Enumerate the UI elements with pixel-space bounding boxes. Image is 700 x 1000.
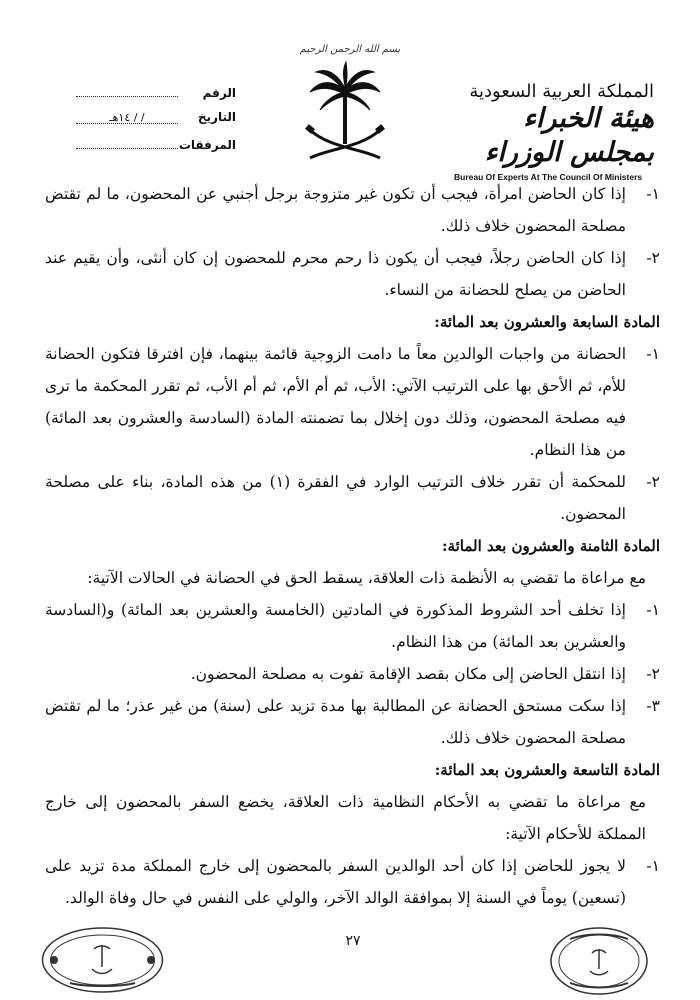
palm-and-swords-emblem-icon [300, 60, 390, 170]
bureau-name-english: Bureau Of Experts At The Council Of Ministers [454, 172, 643, 182]
date-row [76, 110, 236, 136]
attachments-row [76, 136, 236, 162]
kingdom-name: المملكة العربية السعودية [469, 81, 654, 102]
list-item [45, 658, 660, 690]
list-item [45, 690, 660, 754]
list-item [45, 338, 660, 466]
page-number: ٢٧ [345, 933, 361, 949]
item-text: إذا تخلف أحد الشروط المذكورة في المادتين (الخامسة والعشرين بعد المائة) و(السادسة والعشرين بعد المائة) من هذا النظام. [45, 601, 626, 651]
reference-row [76, 84, 236, 110]
article-intro: مع مراعاة ما تقضي به الأنظمة ذات العلاقة، يسقط الحق في الحضانة في الحالات الآتية: [87, 569, 646, 587]
item-text: للمحكمة أن تقرر خلاف الترتيب الوارد في الفقرة (١) من هذه المادة، بناء على مصلحة المحضون. [45, 473, 627, 523]
item-text: إذا كان الحاضن امرأة، فيجب أن تكون غير متزوجة برجل أجنبي عن المحضون، ما لم تقتض مصلحة المحضون خلاف ذلك. [45, 185, 626, 235]
organization-block [454, 82, 654, 182]
date-value: / / ١٤هـ [76, 111, 178, 124]
reference-line [76, 84, 178, 97]
item-text: إذا انتقل الحاضن إلى مكان بقصد الإقامة تفوت به مصلحة المحضون. [190, 665, 626, 683]
reference-label: الرقم [202, 86, 236, 100]
item-number: ٢- [646, 249, 660, 267]
list-item [45, 594, 660, 658]
item-number: ١- [646, 601, 660, 619]
article-intro: مع مراعاة ما تقضي به الأحكام النظامية ذات العلاقة، يخضع السفر بالمحضون إلى خارج المملكة للأحكام الآتية: [45, 793, 646, 843]
item-number: ٣- [646, 697, 660, 715]
reference-fields [76, 84, 236, 162]
bismillah-calligraphy: بسم الله الرحمن الرحيم [299, 44, 401, 55]
item-number: ٢- [646, 665, 660, 683]
bureau-name-arabic: هيئة الخبراء بمجلس الوزراء [484, 103, 654, 168]
article-128-heading: المادة الثامنة والعشرون بعد المائة: [442, 537, 660, 555]
item-number: ١- [646, 857, 660, 875]
item-number: ٢- [646, 473, 660, 491]
item-text: الحضانة من واجبات الوالدين معاً ما دامت الزوجية قائمة بينهما، فإن افترقا فتكون الحضانة للأم، ثم الأحق بها على الترتيب الآتي: الأب، ثم أم الأم، ثم أم الأب، ثم تقرر المحكمة ما ترى فيه مصلحة المحضون، وذلك دون إخلال بما تضمنته المادة (السادسة والعشرون بعد المائة) من هذا النظام. [45, 345, 626, 459]
official-seal-right-icon [548, 925, 650, 997]
official-seal-left-icon [40, 925, 165, 995]
item-text: إذا كان الحاضن رجلاً، فيجب أن يكون ذا رحم محرم للمحضون إن كان أنثى، وأن يقيم عند الحاضن من يصلح للحضانة من النساء. [45, 249, 626, 299]
list-item [45, 850, 660, 914]
item-number: ١- [646, 185, 660, 203]
list-item [45, 178, 660, 242]
item-text: إذا سكت مستحق الحضانة عن المطالبة بها مدة تزيد على (سنة) من غير عذر؛ ما لم تقتض مصلحة المحضون خلاف ذلك. [45, 697, 626, 747]
item-number: ١- [646, 345, 660, 363]
article-127-heading: المادة السابعة والعشرون بعد المائة: [434, 313, 660, 331]
date-label: التاريخ [197, 110, 236, 124]
letterhead [0, 0, 700, 182]
article-129-heading: المادة التاسعة والعشرون بعد المائة: [434, 761, 660, 779]
attachments-label: المرفقات [178, 138, 236, 152]
attachments-line [76, 136, 178, 149]
list-item [45, 466, 660, 530]
list-item [45, 242, 660, 306]
document-body [45, 178, 660, 914]
item-text: لا يجوز للحاضن إذا كان أحد الوالدين السفر بالمحضون إلى خارج المملكة مدة تزيد على (تسعين) يوماً في السنة إلا بموافقة الوالد الآخر، والولي على النفس في حال وفاة الوالد. [45, 857, 626, 907]
